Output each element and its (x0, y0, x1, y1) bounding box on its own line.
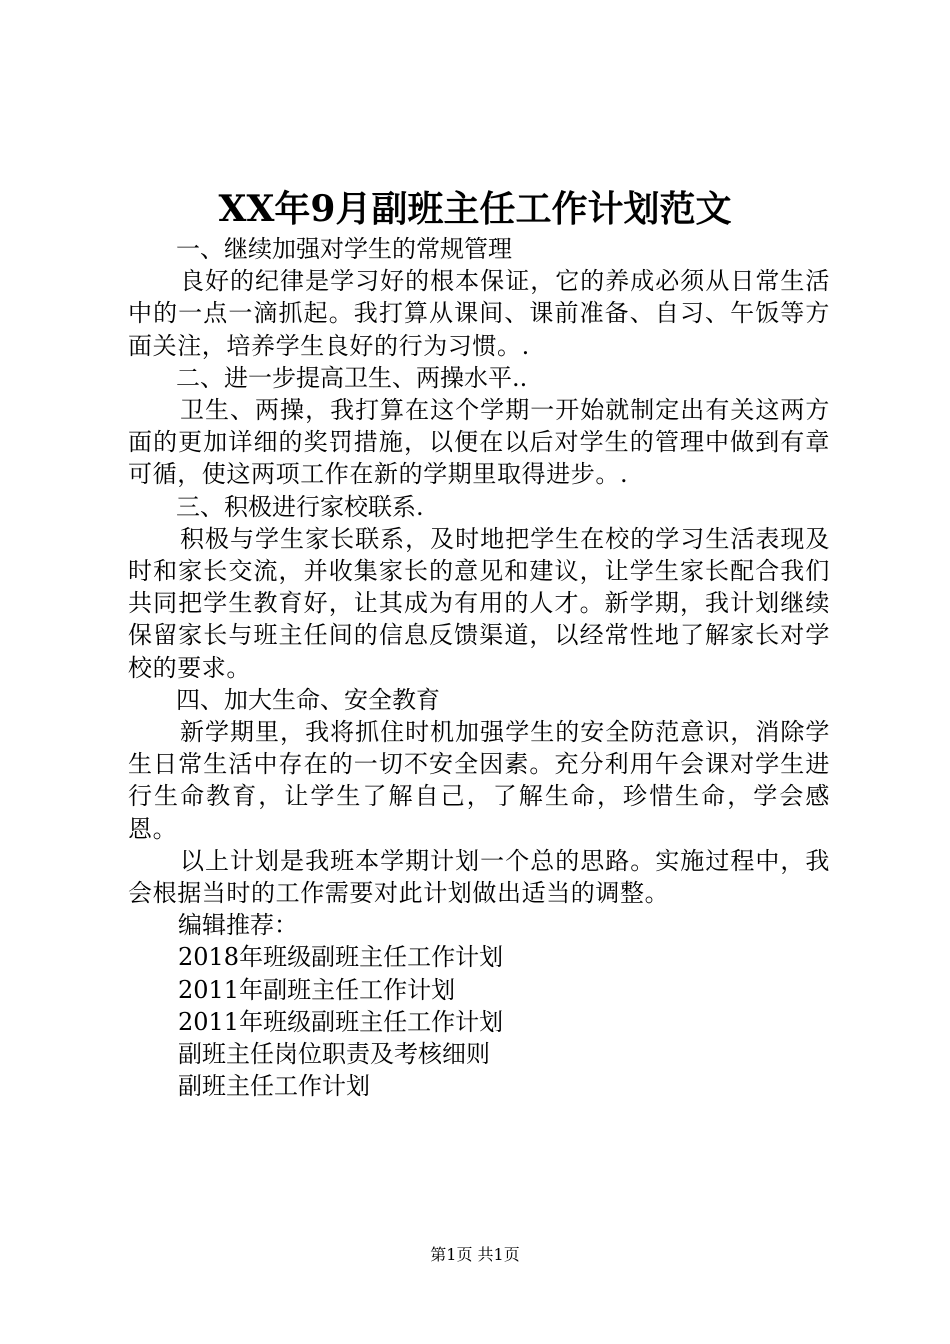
recommend-list (128, 941, 830, 1102)
document-body (128, 233, 830, 1102)
recommend-link[interactable]: 副班主任岗位职责及考核细则 (178, 1040, 490, 1069)
page-footer: 第1页 共1页 (430, 1245, 520, 1264)
section-heading: 四、加大生命、安全教育 (176, 685, 440, 714)
recommend-link[interactable]: 2011年班级副班主任工作计划 (178, 1007, 504, 1036)
section-heading: 三、积极进行家校联系. (176, 492, 424, 521)
section-heading: 一、继续加强对学生的常规管理 (176, 235, 512, 263)
section-paragraph: 新学期里，我将抓住时机加强学生的安全防范意识，消除学生日常生活中存在的一切不安全因素。充分利用午会课对学生进行生命教育，让学生了解自己，了解生命，珍惜生命，学会感恩。 (128, 718, 830, 843)
closing-paragraph: 以上计划是我班本学期计划一个总的思路。实施过程中，我会根据当时的工作需要对此计划做出适当的调整。 (128, 846, 830, 908)
recommend-label: 编辑推荐： (178, 911, 298, 940)
recommend-link[interactable]: 副班主任工作计划 (178, 1072, 370, 1101)
document-title: XX年9月副班主任工作计划范文 (218, 188, 732, 230)
section-paragraph: 卫生、两操，我打算在这个学期一开始就制定出有关这两方面的更加详细的奖罚措施，以便在以后对学生的管理中做到有章可循，使这两项工作在新的学期里取得进步。. (128, 396, 830, 489)
recommend-link[interactable]: 2018年班级副班主任工作计划 (178, 943, 504, 972)
recommend-link[interactable]: 2011年副班主任工作计划 (178, 975, 456, 1004)
section-paragraph: 积极与学生家长联系，及时地把学生在校的学习生活表现及时和家长交流，并收集家长的意见和建议，让学生家长配合我们共同把学生教育好，让其成为有用的人才。新学期，我计划继续保留家长与班主任间的信息反馈渠道，以经常性地了解家长对学校的要求。 (128, 524, 830, 682)
section-paragraph: 良好的纪律是学习好的根本保证，它的养成必须从日常生活中的一点一滴抓起。我打算从课间、课前准备、自习、午饭等方面关注，培养学生良好的行为习惯。. (128, 267, 830, 360)
section-heading: 二、进一步提高卫生、两操水平.. (176, 363, 528, 392)
